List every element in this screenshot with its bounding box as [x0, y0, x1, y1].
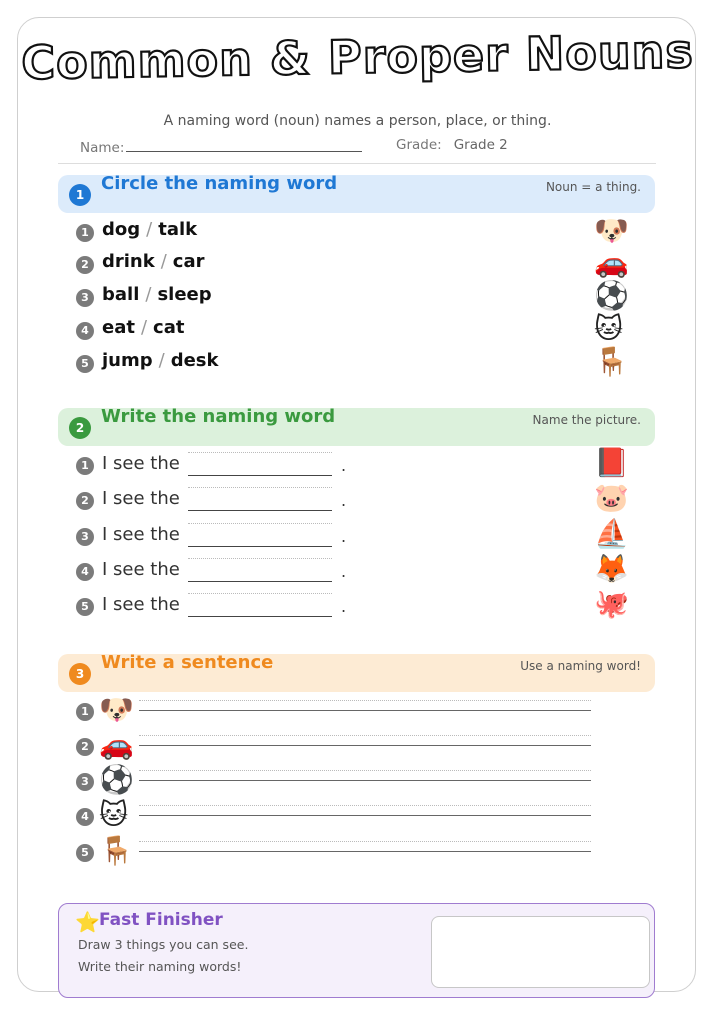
- answer-blank[interactable]: [188, 523, 332, 547]
- section1-number: 1: [69, 184, 91, 206]
- item-number: 3: [76, 289, 94, 307]
- fast-finisher-box: [58, 903, 655, 998]
- sentence-prompt: I see the: [102, 524, 180, 545]
- section3-header: [58, 654, 655, 692]
- word-option[interactable]: talk: [158, 219, 198, 240]
- picture-icon: 🐶: [594, 214, 629, 247]
- picture-icon: 🪑: [594, 345, 629, 378]
- item-number: 1: [76, 224, 94, 242]
- section1-title: Circle the naming word: [101, 173, 338, 194]
- item-number: 2: [76, 256, 94, 274]
- picture-icon: 🐱: [594, 312, 624, 345]
- sentence-prompt: I see the: [102, 594, 180, 615]
- writing-guide-line: [139, 770, 591, 771]
- grade-label: Grade:: [396, 137, 442, 153]
- picture-icon: 🦊: [594, 552, 629, 585]
- fast-finisher-line2: Write their naming words!: [78, 959, 242, 974]
- section2-header: [58, 408, 655, 446]
- answer-blank[interactable]: [188, 452, 332, 476]
- answer-blank[interactable]: [188, 593, 332, 617]
- writing-line[interactable]: [139, 851, 591, 852]
- slash-divider: /: [160, 251, 167, 272]
- writing-line[interactable]: [139, 780, 591, 781]
- name-label: Name:: [80, 140, 125, 156]
- section3-title: Write a sentence: [101, 652, 274, 673]
- writing-guide-line: [139, 805, 591, 806]
- sentence-period: .: [341, 597, 347, 616]
- item-number: 2: [76, 492, 94, 510]
- sentence-prompt: I see the: [102, 559, 180, 580]
- grade-value: Grade 2: [453, 137, 508, 153]
- picture-icon: 🐙: [594, 587, 629, 620]
- section1-note: Noun = a thing.: [545, 180, 641, 194]
- word-option[interactable]: dog: [102, 219, 141, 240]
- item-number: 1: [76, 457, 94, 475]
- writing-line[interactable]: [139, 710, 591, 711]
- item-number: 5: [76, 844, 94, 862]
- answer-blank[interactable]: [188, 487, 332, 511]
- writing-line[interactable]: [139, 815, 591, 816]
- word-option[interactable]: ball: [102, 284, 140, 305]
- picture-icon: 🐷: [594, 481, 629, 514]
- word-choice-row: [102, 251, 205, 272]
- word-option[interactable]: cat: [153, 317, 185, 338]
- sentence-period: .: [341, 562, 347, 581]
- sentence-period: .: [341, 456, 347, 475]
- sentence-period: .: [341, 527, 347, 546]
- writing-guide-line: [139, 700, 591, 701]
- section3-number: 3: [69, 663, 91, 685]
- picture-icon: 📕: [594, 446, 629, 479]
- word-option[interactable]: desk: [170, 350, 219, 371]
- picture-icon: 🐶: [99, 693, 134, 726]
- word-option[interactable]: car: [172, 251, 205, 272]
- header-divider: [58, 163, 656, 164]
- grade-row: [396, 137, 508, 153]
- word-option[interactable]: jump: [102, 350, 153, 371]
- word-option[interactable]: eat: [102, 317, 135, 338]
- picture-icon: ⚽: [99, 763, 134, 796]
- fast-finisher-title: Fast Finisher: [99, 910, 223, 930]
- picture-icon: ⛵: [594, 517, 629, 550]
- section2-title: Write the naming word: [101, 406, 336, 427]
- word-choice-row: [102, 317, 184, 338]
- item-number: 4: [76, 808, 94, 826]
- picture-icon: ⚽: [594, 279, 629, 312]
- slash-divider: /: [140, 317, 148, 338]
- item-number: 1: [76, 703, 94, 721]
- section2-note: Name the picture.: [532, 413, 641, 427]
- word-option[interactable]: drink: [102, 251, 155, 272]
- picture-icon: 🚗: [594, 246, 629, 279]
- word-choice-row: [102, 284, 212, 305]
- word-choice-row: [102, 350, 218, 371]
- picture-icon: 🪑: [99, 834, 134, 867]
- slash-divider: /: [158, 350, 165, 371]
- word-choice-row: [102, 219, 197, 240]
- section1-header: [58, 175, 655, 213]
- sentence-period: .: [341, 491, 347, 510]
- answer-blank[interactable]: [188, 558, 332, 582]
- item-number: 3: [76, 773, 94, 791]
- item-number: 5: [76, 355, 94, 373]
- picture-icon: 🚗: [99, 728, 134, 761]
- item-number: 3: [76, 528, 94, 546]
- drawing-box[interactable]: [431, 916, 650, 988]
- name-field[interactable]: [126, 137, 362, 152]
- page-title: Common & Proper Nouns: [20, 24, 695, 90]
- picture-icon: 🐱: [99, 798, 129, 831]
- slash-divider: /: [146, 219, 153, 240]
- sentence-prompt: I see the: [102, 488, 180, 509]
- word-option[interactable]: sleep: [157, 284, 212, 305]
- page-subtitle: A naming word (noun) names a person, place, or thing.: [163, 113, 552, 129]
- fast-finisher-line1: Draw 3 things you can see.: [78, 937, 249, 952]
- slash-divider: /: [145, 284, 152, 305]
- section3-note: Use a naming word!: [520, 659, 641, 673]
- item-number: 2: [76, 738, 94, 756]
- star-icon: ⭐: [75, 910, 100, 934]
- item-number: 4: [76, 563, 94, 581]
- item-number: 5: [76, 598, 94, 616]
- name-row: [80, 137, 362, 156]
- item-number: 4: [76, 322, 94, 340]
- writing-line[interactable]: [139, 745, 591, 746]
- section2-number: 2: [69, 417, 91, 439]
- writing-guide-line: [139, 735, 591, 736]
- writing-guide-line: [139, 841, 591, 842]
- sentence-prompt: I see the: [102, 453, 180, 474]
